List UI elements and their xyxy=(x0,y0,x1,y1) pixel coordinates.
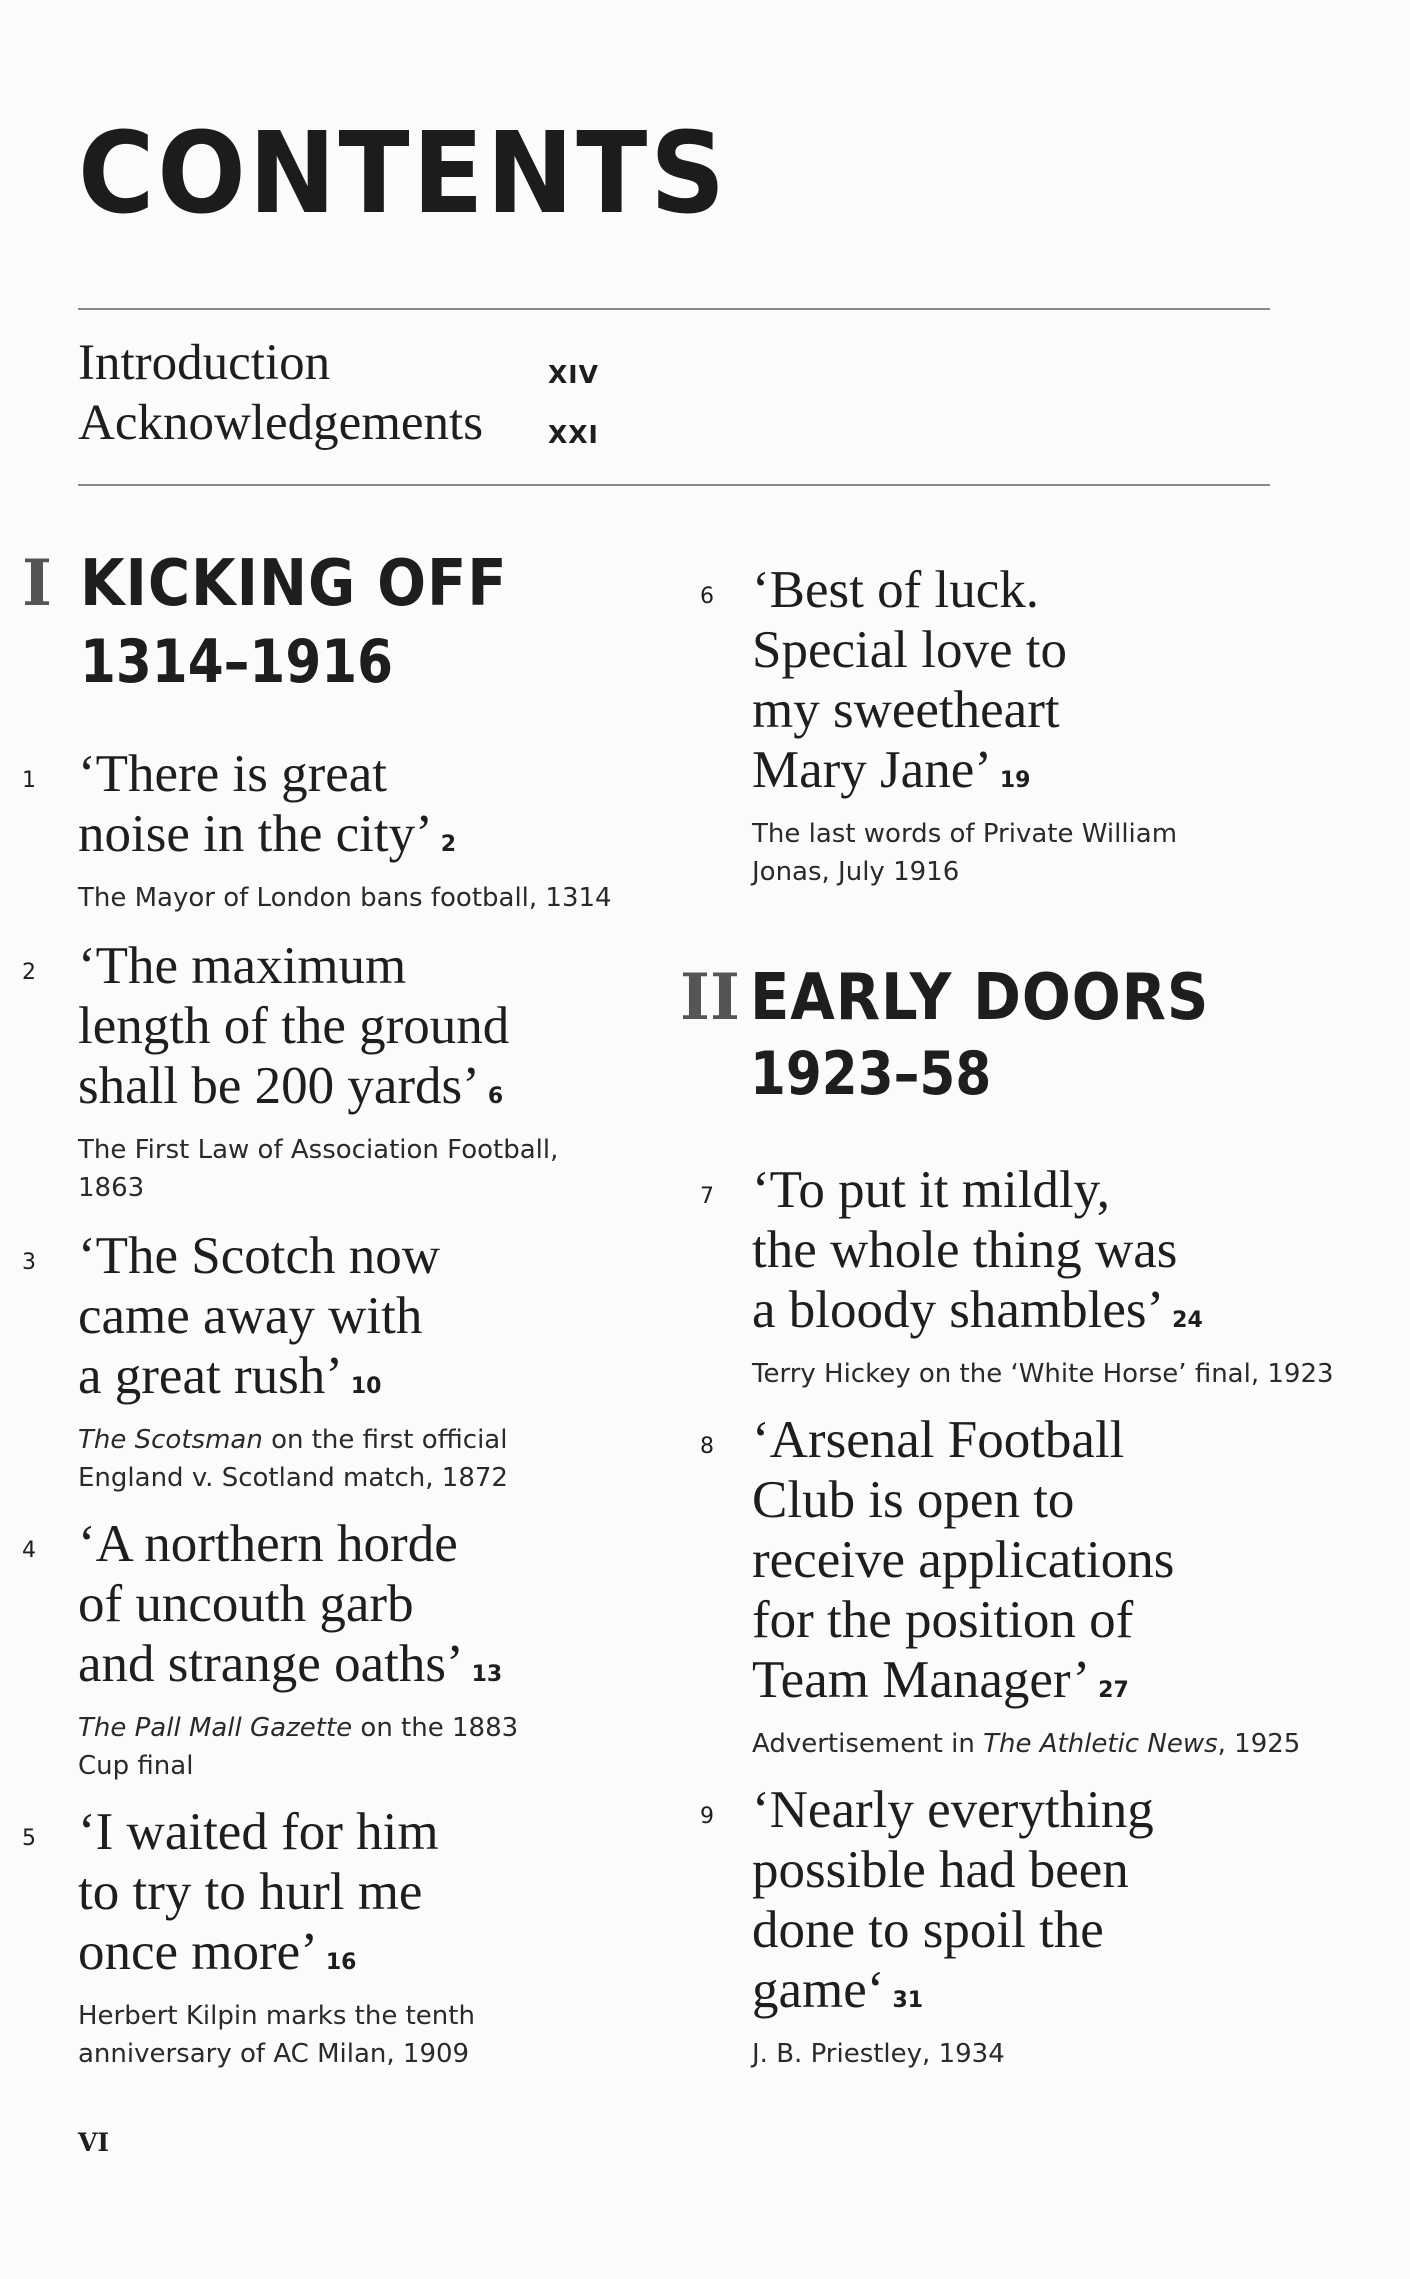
front-matter-page: XXI xyxy=(548,420,599,449)
chapter-number: 5 xyxy=(22,1826,36,1851)
chapter-page: 31 xyxy=(892,1988,924,2013)
front-matter-page: XIV xyxy=(548,360,599,389)
chapter-entry[interactable] xyxy=(78,1514,658,1785)
chapter-page: 13 xyxy=(471,1662,503,1687)
chapter-page: 19 xyxy=(999,768,1031,793)
chapter-subtitle: J. B. Priestley, 1934 xyxy=(752,2039,1005,2069)
chapter-subtitle: Terry Hickey on the ‘White Horse’ final, 1923 xyxy=(752,1359,1334,1389)
front-matter-introduction[interactable] xyxy=(78,335,331,391)
chapter-number: 2 xyxy=(22,960,36,985)
chapter-entry[interactable] xyxy=(78,936,658,1207)
chapter-page: 27 xyxy=(1098,1678,1129,1703)
chapter-number: 8 xyxy=(700,1434,714,1459)
chapter-page: 6 xyxy=(487,1084,504,1109)
chapter-page: 2 xyxy=(440,832,457,857)
divider-top xyxy=(78,308,1270,310)
chapter-entry[interactable] xyxy=(752,1780,1372,2073)
chapter-title: ‘A northern horde of uncouth garb and strange oaths’ xyxy=(78,1515,464,1693)
chapter-number: 7 xyxy=(700,1184,714,1209)
chapter-title: ‘Arsenal Football Club is open to receive applications for the position of Team Manager’ xyxy=(752,1411,1175,1709)
divider-bottom xyxy=(78,484,1270,486)
front-matter-label: Introduction xyxy=(78,335,331,391)
chapter-entry[interactable] xyxy=(78,1802,658,2073)
chapter-subtitle: The First Law of Association Football, 1863 xyxy=(78,1135,559,1203)
chapter-title: ‘The maximum length of the ground shall be 200 yards’ xyxy=(78,937,510,1115)
part-title: EARLY DOORS xyxy=(750,961,1210,1035)
chapter-number: 9 xyxy=(700,1804,714,1829)
chapter-title: ‘Nearly everything possible had been done to spoil the game‘ xyxy=(752,1781,1154,2019)
chapter-entry[interactable] xyxy=(752,1160,1372,1393)
part-numeral: I xyxy=(22,546,52,621)
front-matter-label: Acknowledgements xyxy=(78,395,484,451)
chapter-title: ‘The Scotch now came away with a great rush’ xyxy=(78,1227,441,1405)
chapter-title: ‘Best of luck. Special love to my sweetheart Mary Jane’ xyxy=(752,561,1067,799)
chapter-number: 4 xyxy=(22,1538,36,1563)
part-title: KICKING OFF xyxy=(80,547,508,621)
part-numeral: II xyxy=(680,960,740,1035)
page-title: CONTENTS xyxy=(78,109,728,239)
chapter-number: 6 xyxy=(700,584,714,609)
chapter-entry[interactable] xyxy=(78,744,638,917)
front-matter-acknowledgements[interactable] xyxy=(78,395,484,451)
chapter-number: 3 xyxy=(22,1250,36,1275)
chapter-title: ‘I waited for him to try to hurl me once more’ xyxy=(78,1803,439,1981)
part-years: 1923–58 xyxy=(750,1039,992,1109)
chapter-subtitle: The Pall Mall Gazette on the 1883 Cup final xyxy=(78,1713,519,1781)
part-years: 1314–1916 xyxy=(80,627,394,697)
chapter-number: 1 xyxy=(22,768,36,793)
chapter-entry[interactable] xyxy=(752,560,1352,891)
page-folio: VI xyxy=(78,2128,110,2157)
chapter-subtitle: Herbert Kilpin marks the tenth anniversary of AC Milan, 1909 xyxy=(78,2001,475,2069)
chapter-page: 10 xyxy=(350,1374,382,1399)
chapter-title: ‘There is great noise in the city’ xyxy=(78,745,433,863)
chapter-subtitle: The Scotsman on the first official England v. Scotland match, 1872 xyxy=(78,1425,508,1493)
chapter-subtitle: The Mayor of London bans football, 1314 xyxy=(78,883,612,913)
chapter-title: ‘To put it mildly, the whole thing was a bloody shambles’ xyxy=(752,1161,1178,1339)
chapter-subtitle: Advertisement in The Athletic News, 1925 xyxy=(752,1729,1301,1759)
chapter-subtitle: The last words of Private William Jonas, July 1916 xyxy=(752,819,1178,887)
chapter-entry[interactable] xyxy=(752,1410,1372,1763)
chapter-page: 24 xyxy=(1172,1308,1203,1333)
chapter-entry[interactable] xyxy=(78,1226,658,1497)
chapter-page: 16 xyxy=(325,1950,357,1975)
